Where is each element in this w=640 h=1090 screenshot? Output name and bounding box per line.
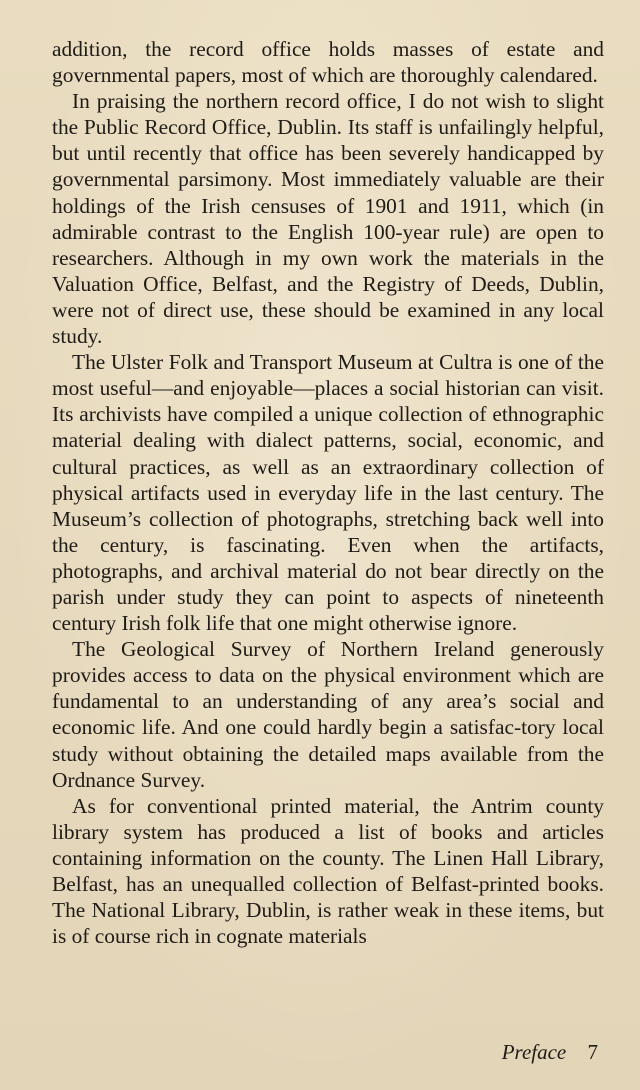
paragraph-record-office: In praising the northern record office, I do not wish to slight the Public Record Office, Dublin. Its staff is unfailingly helpful, but until recently that office has been severely handicapped by governmental parsimony. Most immediately valuable are their holdings of the Irish censuses of 1901 and 1911, which (in admirable contrast to the English 100-year rule) are open to researchers. Although in my own work the materials in the Valuation Office, Belfast, and the Registry of Deeds, Dublin, were not of direct use, these should be examined in any local study. [52, 89, 604, 349]
body-text [52, 36, 604, 949]
paragraph-folk-museum: The Ulster Folk and Transport Museum at Cultra is one of the most useful—and enjoyable—places a social historian can visit. Its archivists have compiled a unique collection of ethnographic material dealing with dialect patterns, social, economic, and cultural practices, as well as an extraordinary collection of physical artifacts used in everyday life in the last century. The Museum’s collection of photographs, stretching back well into the century, is fascinating. Even when the artifacts, photographs, and archival material do not bear directly on the parish under study they can point to aspects of nineteenth century Irish folk life that one might otherwise ignore. [52, 350, 604, 636]
running-head: Preface [501, 1040, 567, 1064]
paragraph-geological-survey: The Geological Survey of Northern Ireland generously provides access to data on the physical environment which are fundamental to an understanding of any area’s social and economic life. And one could hardly begin a satisfac-tory local study without obtaining the detailed maps available from the Ordnance Survey. [52, 637, 604, 792]
paragraph-printed-material: As for conventional printed material, the Antrim county library system has produced a list of books and articles containing information on the county. The Linen Hall Library, Belfast, has an unequalled collection of Belfast-printed books. The National Library, Dublin, is rather weak in these items, but is of course rich in cognate materials [52, 793, 604, 949]
page-number: 7 [587, 1040, 598, 1064]
paragraph-continued: addition, the record office holds masses of estate and governmental papers, most of which are thoroughly calendared. [52, 37, 604, 88]
page-footer [502, 1040, 598, 1065]
